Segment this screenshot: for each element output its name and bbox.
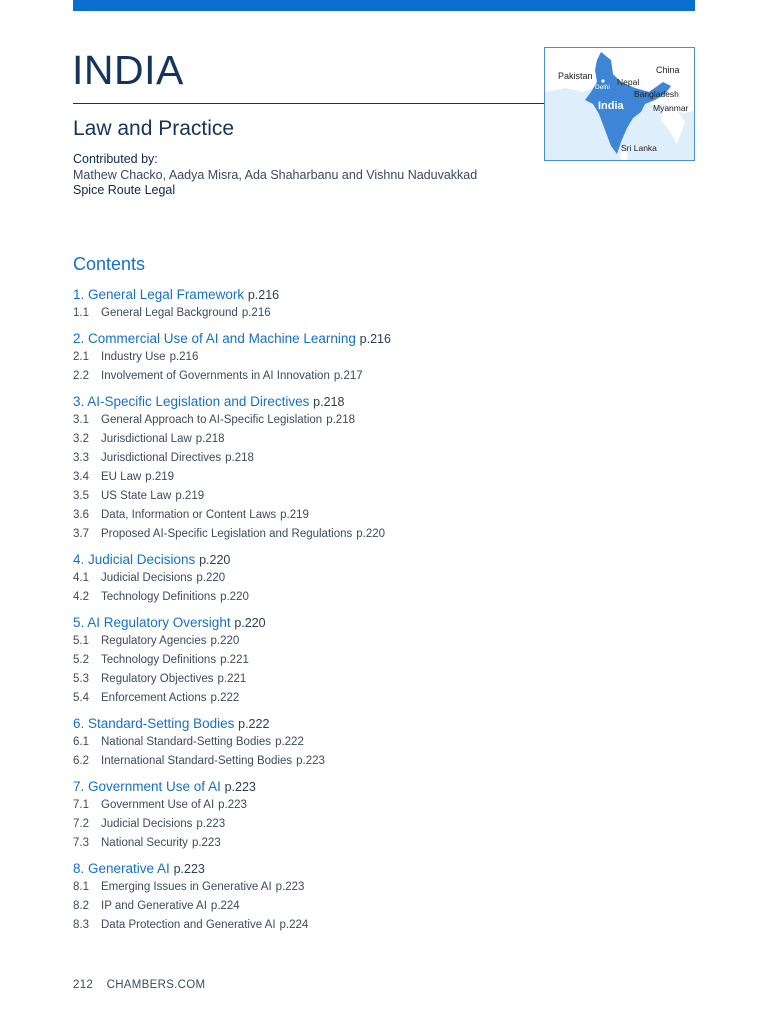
toc-item-page: p.222 bbox=[275, 736, 304, 748]
toc-section-page: p.223 bbox=[224, 780, 256, 794]
toc-item[interactable] bbox=[73, 752, 693, 771]
toc-section-title: 4. Judicial Decisions bbox=[73, 552, 196, 567]
toc-item-page: p.219 bbox=[175, 490, 205, 502]
toc-section-page: p.218 bbox=[313, 395, 345, 409]
map-label-pakistan: Pakistan bbox=[558, 71, 593, 81]
toc-section-title: 6. Standard-Setting Bodies bbox=[73, 716, 235, 731]
toc-section-heading[interactable] bbox=[73, 614, 693, 632]
toc-item-number: 3.4 bbox=[73, 471, 89, 483]
toc-item-number: 5.4 bbox=[73, 692, 89, 704]
toc-item-page: p.221 bbox=[220, 654, 249, 666]
toc-item-number: 7.2 bbox=[73, 818, 89, 830]
toc-item-number: 4.2 bbox=[73, 591, 89, 603]
toc-section-title: 8. Generative AI bbox=[73, 861, 170, 876]
toc-item-title: Proposed AI-Specific Legislation and Regulations bbox=[101, 528, 353, 540]
toc-item-page: p.216 bbox=[241, 307, 271, 319]
toc-item-page: p.216 bbox=[169, 351, 199, 363]
toc-item-page: p.221 bbox=[217, 673, 247, 685]
toc-item-title: Regulatory Agencies bbox=[101, 635, 207, 647]
footer-page-number: 212 bbox=[73, 979, 94, 991]
toc-item-page: p.223 bbox=[296, 755, 325, 767]
toc-section-heading[interactable] bbox=[73, 778, 693, 796]
toc-section-title: 2. Commercial Use of AI and Machine Learning bbox=[73, 331, 356, 346]
india-locator-map bbox=[544, 47, 695, 161]
toc-item-page: p.219 bbox=[280, 509, 309, 521]
toc-item-page: p.222 bbox=[210, 692, 240, 704]
toc-item-number: 6.1 bbox=[73, 736, 89, 748]
toc-item[interactable] bbox=[73, 670, 693, 689]
toc-item[interactable] bbox=[73, 916, 693, 935]
toc-item-title: International Standard-Setting Bodies bbox=[101, 755, 293, 767]
map-label-china: China bbox=[656, 65, 680, 75]
toc-item[interactable] bbox=[73, 525, 693, 544]
toc-item-number: 3.5 bbox=[73, 490, 89, 502]
toc-item-title: EU Law bbox=[101, 471, 142, 483]
toc-item[interactable] bbox=[73, 878, 693, 897]
toc-item-number: 3.3 bbox=[73, 452, 89, 464]
map-label-sri-lanka: Sri Lanka bbox=[621, 143, 657, 153]
toc-item[interactable] bbox=[73, 468, 693, 487]
toc-item[interactable] bbox=[73, 430, 693, 449]
toc-item-title: Technology Definitions bbox=[101, 591, 217, 603]
toc-section-heading[interactable] bbox=[73, 330, 693, 348]
toc-section-heading[interactable] bbox=[73, 860, 693, 878]
toc-section bbox=[73, 860, 693, 935]
toc-item-title: Government Use of AI bbox=[101, 799, 215, 811]
toc-item-title: Regulatory Objectives bbox=[101, 673, 214, 685]
toc-item[interactable] bbox=[73, 569, 693, 588]
toc-item-title: Jurisdictional Law bbox=[101, 433, 192, 445]
map-label-india: India bbox=[598, 100, 624, 112]
toc-item-number: 5.3 bbox=[73, 673, 89, 685]
toc-item[interactable] bbox=[73, 506, 693, 525]
toc-item[interactable] bbox=[73, 449, 693, 468]
toc-item-number: 3.6 bbox=[73, 509, 89, 521]
toc-item-title: Industry Use bbox=[101, 351, 166, 363]
toc-section-heading[interactable] bbox=[73, 393, 693, 411]
map-label-nepal: Nepal bbox=[617, 77, 640, 87]
country-title: INDIA bbox=[72, 47, 184, 93]
toc-section bbox=[73, 330, 693, 386]
toc-item-title: Involvement of Governments in AI Innovation bbox=[101, 370, 330, 382]
toc-item[interactable] bbox=[73, 796, 693, 815]
toc-section-page: p.222 bbox=[238, 717, 270, 731]
contributed-label: Contributed by: bbox=[73, 152, 158, 166]
toc-item-page: p.223 bbox=[191, 837, 221, 849]
toc-item-number: 4.1 bbox=[73, 572, 89, 584]
toc-item-title: General Legal Background bbox=[101, 307, 238, 319]
toc-item[interactable] bbox=[73, 897, 693, 916]
toc-item-page: p.223 bbox=[196, 818, 226, 830]
toc-item-title: National Standard-Setting Bodies bbox=[101, 736, 272, 748]
toc-item-number: 7.3 bbox=[73, 837, 89, 849]
toc-item-number: 5.1 bbox=[73, 635, 89, 647]
toc-section-title: 7. Government Use of AI bbox=[73, 779, 221, 794]
toc-section-page: p.220 bbox=[234, 616, 266, 630]
toc-item-title: US State Law bbox=[101, 490, 172, 502]
toc-item-page: p.220 bbox=[220, 591, 249, 603]
toc-item[interactable] bbox=[73, 632, 693, 651]
toc-item[interactable] bbox=[73, 588, 693, 607]
map-label-delhi: Delhi bbox=[595, 84, 610, 91]
toc-section bbox=[73, 286, 693, 323]
toc-item-title: Judicial Decisions bbox=[101, 572, 193, 584]
map-label-bangladesh: Bangladesh bbox=[634, 89, 679, 99]
toc-section-page: p.216 bbox=[247, 288, 280, 302]
toc-section-heading[interactable] bbox=[73, 551, 693, 569]
toc-item-number: 3.1 bbox=[73, 414, 89, 426]
toc-section-heading[interactable] bbox=[73, 286, 693, 304]
toc-item-page: p.220 bbox=[196, 572, 226, 584]
contents-heading: Contents bbox=[73, 254, 146, 274]
toc-item-title: General Approach to AI-Specific Legislation bbox=[101, 414, 323, 426]
toc-item-number: 1.1 bbox=[73, 307, 89, 319]
toc-item-title: Technology Definitions bbox=[101, 654, 217, 666]
map-label-myanmar: Myanmar bbox=[653, 103, 689, 113]
toc-section bbox=[73, 778, 693, 853]
toc-item-page: p.218 bbox=[225, 452, 254, 464]
toc-item-page: p.218 bbox=[326, 414, 355, 426]
toc-item[interactable] bbox=[73, 689, 693, 708]
toc-item-number: 7.1 bbox=[73, 799, 89, 811]
toc-section-heading[interactable] bbox=[73, 715, 693, 733]
toc-section-page: p.220 bbox=[199, 553, 231, 567]
toc-item-page: p.220 bbox=[356, 528, 386, 540]
toc-item-title: Data Protection and Generative AI bbox=[101, 919, 276, 931]
toc-section bbox=[73, 715, 693, 771]
toc-item-title: Enforcement Actions bbox=[101, 692, 207, 704]
toc-item[interactable] bbox=[73, 733, 693, 752]
toc-section-title: 3. AI-Specific Legislation and Directives bbox=[73, 394, 310, 409]
chapter-subtitle: Law and Practice bbox=[73, 117, 235, 140]
toc-item[interactable] bbox=[73, 651, 693, 670]
toc-item-title: Jurisdictional Directives bbox=[101, 452, 222, 464]
toc-section-title: 5. AI Regulatory Oversight bbox=[73, 615, 231, 630]
toc-item-title: IP and Generative AI bbox=[101, 900, 207, 912]
table-of-contents bbox=[73, 286, 693, 942]
toc-section bbox=[73, 551, 693, 607]
toc-item-number: 6.2 bbox=[73, 755, 89, 767]
toc-section-page: p.216 bbox=[359, 332, 391, 346]
toc-section bbox=[73, 614, 693, 708]
toc-section-page: p.223 bbox=[173, 862, 205, 876]
toc-item-page: p.220 bbox=[210, 635, 240, 647]
toc-item-number: 2.2 bbox=[73, 370, 89, 382]
toc-item-page: p.223 bbox=[218, 799, 247, 811]
toc-item-page: p.224 bbox=[210, 900, 240, 912]
toc-item-page: p.218 bbox=[195, 433, 225, 445]
toc-item-number: 8.1 bbox=[73, 881, 89, 893]
toc-section bbox=[73, 393, 693, 544]
toc-item-number: 5.2 bbox=[73, 654, 89, 666]
contributor-names: Mathew Chacko, Aadya Misra, Ada Shaharbanu and Vishnu Naduvakkad bbox=[73, 167, 478, 182]
contributors-block bbox=[73, 152, 477, 199]
toc-item[interactable] bbox=[73, 487, 693, 506]
toc-item-number: 8.3 bbox=[73, 919, 89, 931]
toc-item[interactable] bbox=[73, 304, 693, 323]
toc-item-page: p.224 bbox=[279, 919, 309, 931]
toc-item-title: Judicial Decisions bbox=[101, 818, 193, 830]
delhi-marker bbox=[601, 79, 604, 82]
toc-item[interactable] bbox=[73, 411, 693, 430]
law-firm-name: Spice Route Legal bbox=[73, 183, 176, 197]
toc-item[interactable] bbox=[73, 815, 693, 834]
top-accent-bar bbox=[73, 0, 695, 11]
toc-section-title: 1. General Legal Framework bbox=[73, 287, 245, 302]
toc-item-title: Emerging Issues in Generative AI bbox=[101, 881, 272, 893]
toc-item[interactable] bbox=[73, 834, 693, 853]
toc-item-number: 3.2 bbox=[73, 433, 89, 445]
title-rule bbox=[73, 103, 546, 104]
toc-item-number: 8.2 bbox=[73, 900, 89, 912]
toc-item-number: 2.1 bbox=[73, 351, 89, 363]
page-footer bbox=[73, 979, 205, 991]
toc-item-page: p.223 bbox=[275, 881, 305, 893]
toc-item-page: p.219 bbox=[145, 471, 175, 483]
map-svg bbox=[545, 48, 695, 161]
toc-item[interactable] bbox=[73, 348, 693, 367]
toc-item-page: p.217 bbox=[333, 370, 363, 382]
toc-item[interactable] bbox=[73, 367, 693, 386]
toc-item-title: National Security bbox=[101, 837, 188, 849]
footer-site-link[interactable]: CHAMBERS.COM bbox=[106, 979, 206, 991]
toc-item-title: Data, Information or Content Laws bbox=[101, 509, 277, 521]
toc-item-number: 3.7 bbox=[73, 528, 89, 540]
